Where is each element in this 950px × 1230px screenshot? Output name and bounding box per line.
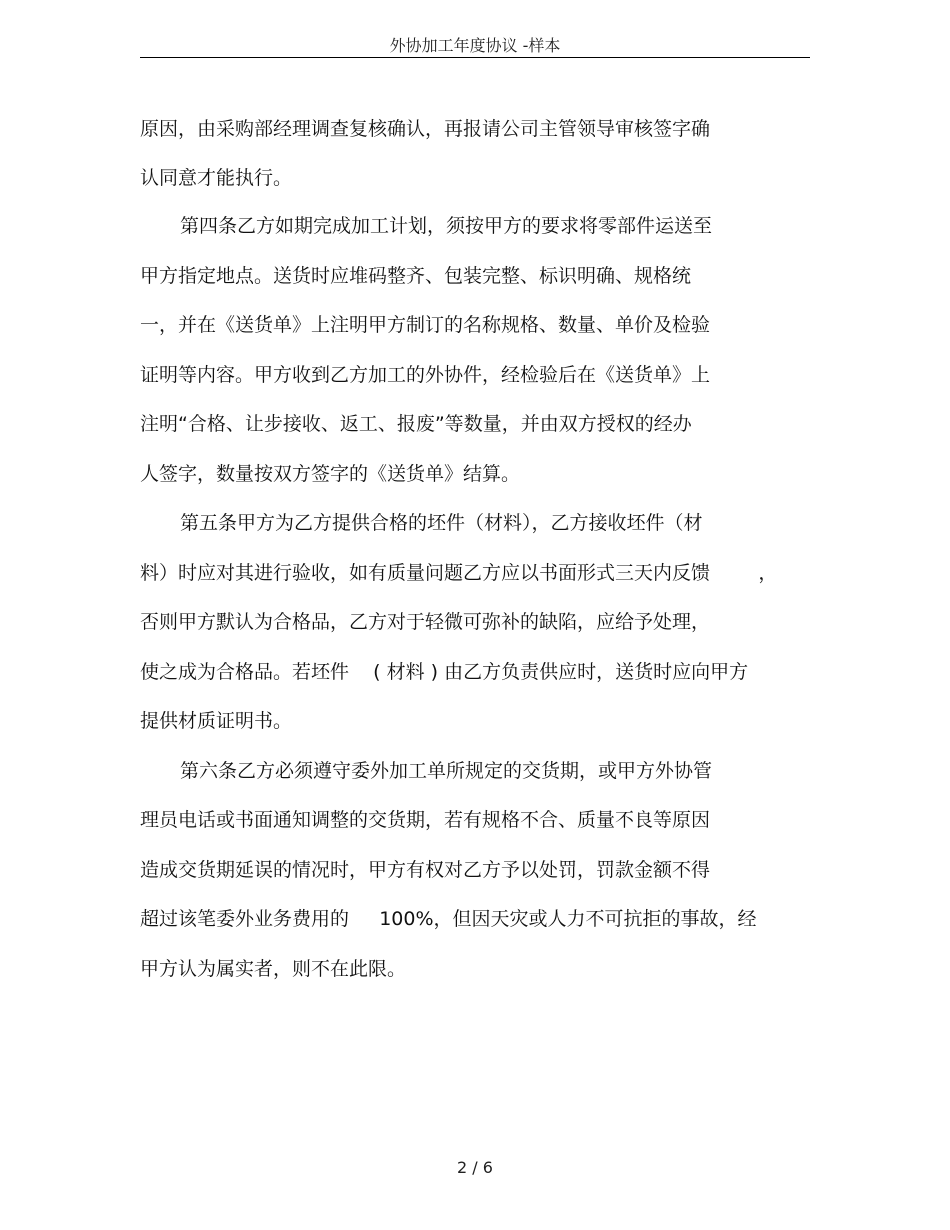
body-line: 一，并在《送货单》上注明甲方制订的名称规格、数量、单价及检验	[140, 314, 711, 336]
article-5-start: 第五条甲方为乙方提供合格的坯件（材料），乙方接收坯件（材	[180, 512, 703, 534]
body-line: 甲方指定地点。送货时应堆码整齐、包装完整、标识明确、规格统	[140, 265, 692, 287]
body-line: 甲方认为属实者，则不在此限。	[140, 958, 407, 980]
page-header-title: 外协加工年度协议 -样本	[389, 36, 561, 55]
article-4-start: 第四条乙方如期完成加工计划，须按甲方的要求将零部件运送至	[180, 215, 713, 237]
body-line: 超过该笔委外业务费用的 100%，但因天灾或人力不可抗拒的事故，经	[140, 908, 757, 930]
article-6-start: 第六条乙方必须遵守委外加工单所规定的交货期，或甲方外协管	[180, 760, 713, 782]
body-line: 提供材质证明书。	[140, 710, 293, 732]
body-line: 注明“合格、让步接收、返工、报废”等数量，并由双方授权的经办	[140, 413, 692, 435]
body-line: 使之成为合格品。若坯件 ( 材料 ) 由乙方负责供应时，送货时应向甲方	[140, 661, 749, 683]
body-line: 人签字，数量按双方签字的《送货单》结算。	[140, 463, 521, 485]
body-line: 造成交货期延误的情况时，甲方有权对乙方予以处罚，罚款金额不得	[140, 859, 711, 881]
body-line: 原因，由采购部经理调查复核确认，再报请公司主管领导审核签字确	[140, 118, 711, 140]
body-line: 认同意才能执行。	[140, 167, 293, 189]
body-line: 证明等内容。甲方收到乙方加工的外协件，经检验后在《送货单》上	[140, 364, 711, 386]
body-line: 否则甲方默认为合格品，乙方对于轻微可弥补的缺陷，应给予处理，	[140, 611, 711, 633]
header-divider	[140, 57, 810, 58]
body-line: 理员电话或书面通知调整的交货期，若有规格不合、质量不良等原因	[140, 809, 711, 831]
body-line: 料）时应对其进行验收，如有质量问题乙方应以书面形式三天内反馈 ，	[140, 562, 778, 584]
page-number: 2 / 6	[457, 1158, 493, 1177]
